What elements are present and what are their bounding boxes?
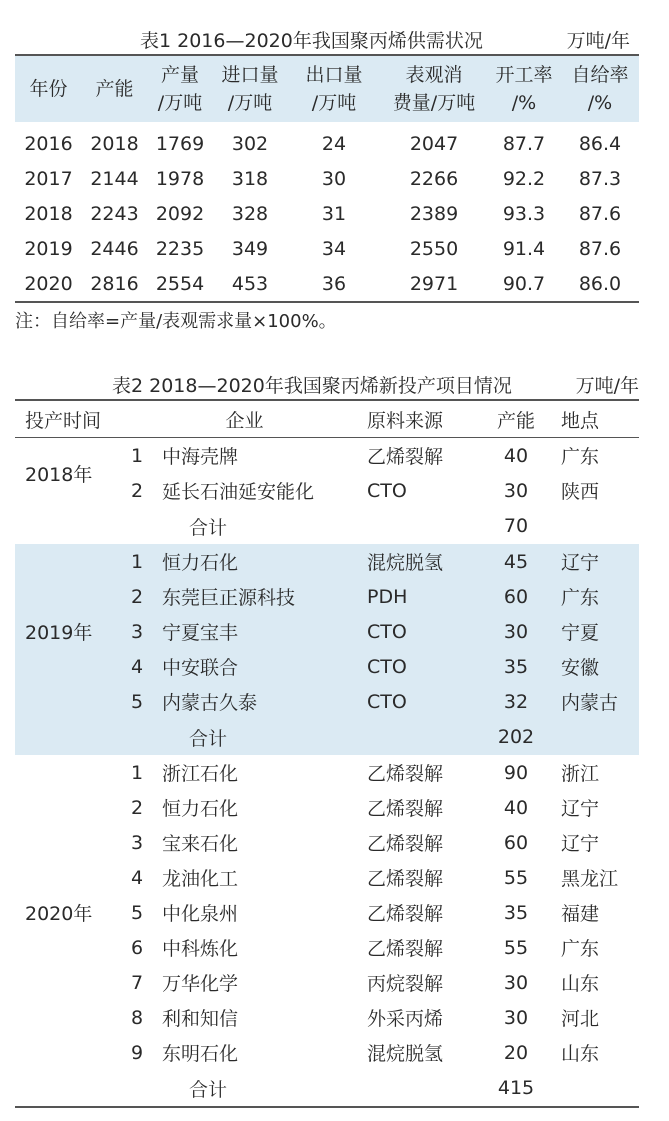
table2-header-row xyxy=(15,400,639,438)
header-operating-rate: 开工率 /% xyxy=(495,64,553,114)
table1-title: 表1 2016—2020年我国聚丙烯供需状况 xyxy=(140,30,483,52)
feedstock: 乙烯裂解 xyxy=(367,833,444,855)
header-enterprise: 企业 xyxy=(225,409,264,432)
enterprise: 恒力石化 xyxy=(162,798,239,820)
feedstock: 乙烯裂解 xyxy=(367,938,444,960)
spacer xyxy=(15,508,112,544)
table1-caption-row xyxy=(140,26,630,56)
feedstock: 混烷脱氢 xyxy=(367,1043,444,1065)
cell: 2017 xyxy=(24,167,73,190)
table-row xyxy=(15,544,639,579)
row-index: 8 xyxy=(130,1006,144,1029)
total-label: 合计 xyxy=(189,516,228,539)
enterprise: 中科炼化 xyxy=(162,938,239,960)
row-index: 3 xyxy=(130,831,144,854)
table-row xyxy=(15,196,639,231)
total-value: 415 xyxy=(497,1077,535,1099)
capacity: 90 xyxy=(503,761,529,784)
row-index: 7 xyxy=(130,971,144,994)
capacity: 60 xyxy=(503,585,529,608)
cell: 2092 xyxy=(155,202,205,225)
header-commission-time: 投产时间 xyxy=(25,409,102,432)
location: 辽宁 xyxy=(561,798,600,820)
cell: 30 xyxy=(321,167,347,190)
cell: 86.0 xyxy=(578,272,622,295)
cell: 91.4 xyxy=(502,237,546,260)
header-apparent-consumption: 表观消 费量/万吨 xyxy=(392,64,476,114)
cell: 328 xyxy=(231,202,269,225)
cell: 86.4 xyxy=(578,132,622,155)
location: 安徽 xyxy=(561,657,600,679)
spacer xyxy=(112,719,162,755)
feedstock: 外采丙烯 xyxy=(367,1008,444,1030)
spacer xyxy=(367,719,485,755)
capacity: 40 xyxy=(503,444,529,467)
group-2020 xyxy=(15,755,639,1107)
row-index: 9 xyxy=(130,1041,144,1064)
enterprise: 东莞巨正源科技 xyxy=(162,587,296,609)
row-index: 5 xyxy=(130,901,144,924)
capacity: 55 xyxy=(503,866,529,889)
table-row xyxy=(15,266,639,302)
row-index: 5 xyxy=(130,690,144,713)
spacer xyxy=(547,1070,639,1107)
cell: 2018 xyxy=(24,202,73,225)
group-2018 xyxy=(15,438,639,545)
total-value: 202 xyxy=(497,726,535,748)
cell: 349 xyxy=(231,237,269,260)
feedstock: 乙烯裂解 xyxy=(367,868,444,890)
spacer xyxy=(15,719,112,755)
cell: 2446 xyxy=(90,237,139,260)
spacer xyxy=(112,508,162,544)
cell: 302 xyxy=(231,132,269,155)
capacity: 30 xyxy=(503,971,529,994)
header-location: 地点 xyxy=(561,409,600,432)
location: 辽宁 xyxy=(561,833,600,855)
capacity: 55 xyxy=(503,936,529,959)
group-year: 2020年 xyxy=(25,903,93,925)
feedstock: 乙烯裂解 xyxy=(367,763,444,785)
cell: 2019 xyxy=(24,237,73,260)
total-row xyxy=(15,1070,639,1107)
total-label: 合计 xyxy=(189,1078,228,1101)
enterprise: 利和知信 xyxy=(162,1008,239,1030)
location: 河北 xyxy=(561,1008,600,1030)
enterprise: 延长石油延安能化 xyxy=(162,481,315,503)
location: 广东 xyxy=(561,938,600,960)
cell: 453 xyxy=(231,272,269,295)
row-index: 1 xyxy=(130,550,144,573)
row-index: 2 xyxy=(130,585,144,608)
table-row xyxy=(15,161,639,196)
enterprise: 中安联合 xyxy=(162,657,239,679)
group-year: 2018年 xyxy=(25,463,93,486)
enterprise: 中化泉州 xyxy=(162,903,239,925)
cell: 90.7 xyxy=(502,272,546,295)
enterprise: 万华化学 xyxy=(162,973,239,995)
enterprise: 内蒙古久泰 xyxy=(162,692,258,714)
table-row xyxy=(15,231,639,266)
spacer xyxy=(367,1070,485,1107)
total-row xyxy=(15,719,639,755)
location: 福建 xyxy=(561,903,600,925)
cell: 2235 xyxy=(155,237,205,260)
capacity: 35 xyxy=(503,655,529,678)
capacity: 60 xyxy=(503,831,529,854)
cell: 24 xyxy=(321,132,347,155)
header-export: 出口量 /万吨 xyxy=(305,64,363,114)
location: 辽宁 xyxy=(561,552,600,574)
header-import: 进口量 /万吨 xyxy=(221,64,279,114)
cell: 93.3 xyxy=(502,202,546,225)
feedstock: CTO xyxy=(367,479,407,502)
location: 黑龙江 xyxy=(561,868,619,890)
enterprise: 宝来石化 xyxy=(162,833,239,855)
capacity: 40 xyxy=(503,796,529,819)
feedstock: CTO xyxy=(367,620,407,643)
header-self-sufficiency: 自给率 /% xyxy=(571,64,629,114)
cell: 87.3 xyxy=(578,167,622,190)
header-capacity: 产能 xyxy=(496,409,535,432)
feedstock: CTO xyxy=(367,690,407,713)
cell: 34 xyxy=(321,237,347,260)
table-row xyxy=(15,755,639,790)
location: 山东 xyxy=(561,973,600,995)
group-year: 2019年 xyxy=(25,622,93,644)
spacer xyxy=(367,508,485,544)
spacer xyxy=(112,1070,162,1107)
table-row xyxy=(15,122,639,161)
cell: 92.2 xyxy=(502,167,546,190)
spacer xyxy=(547,719,639,755)
row-index: 2 xyxy=(130,479,144,502)
feedstock: PDH xyxy=(367,585,408,608)
location: 广东 xyxy=(561,587,600,609)
enterprise: 宁夏宝丰 xyxy=(162,622,239,644)
header-feedstock: 原料来源 xyxy=(367,409,444,432)
cell: 36 xyxy=(321,272,347,295)
capacity: 35 xyxy=(503,901,529,924)
cell: 2020 xyxy=(24,272,73,295)
cell: 2971 xyxy=(409,272,459,295)
row-index: 6 xyxy=(130,936,144,959)
group-2019 xyxy=(15,544,639,755)
cell: 2016 xyxy=(24,132,73,155)
cell: 2816 xyxy=(90,272,139,295)
enterprise: 浙江石化 xyxy=(162,763,239,785)
cell: 2144 xyxy=(90,167,139,190)
feedstock: 乙烯裂解 xyxy=(367,446,444,468)
cell: 87.6 xyxy=(578,202,622,225)
row-index: 4 xyxy=(130,655,144,678)
cell: 2047 xyxy=(409,132,459,155)
total-row xyxy=(15,508,639,544)
enterprise: 恒力石化 xyxy=(162,552,239,574)
capacity: 30 xyxy=(503,620,529,643)
enterprise: 中海壳牌 xyxy=(162,446,239,468)
row-index: 4 xyxy=(130,866,144,889)
location: 宁夏 xyxy=(561,622,600,644)
cell: 2266 xyxy=(409,167,459,190)
location: 广东 xyxy=(561,446,600,468)
feedstock: 乙烯裂解 xyxy=(367,798,444,820)
capacity: 20 xyxy=(503,1041,529,1064)
new-projects-table xyxy=(15,399,639,1108)
row-index: 2 xyxy=(130,796,144,819)
row-index: 3 xyxy=(130,620,144,643)
header-year: 年份 xyxy=(29,78,68,100)
total-value: 70 xyxy=(503,515,529,537)
total-label: 合计 xyxy=(189,727,228,750)
capacity: 30 xyxy=(503,1006,529,1029)
table1-header-row xyxy=(15,55,639,122)
table1-note: 注：自给率=产量/表观需求量×100%。 xyxy=(15,311,337,332)
header-output: 产量 /万吨 xyxy=(157,64,203,114)
spacer xyxy=(547,508,639,544)
table2-title: 表2 2018—2020年我国聚丙烯新投产项目情况 xyxy=(112,375,512,397)
table2-unit: 万吨/年 xyxy=(575,375,639,397)
header-index-spacer xyxy=(112,400,162,438)
table1-unit: 万吨/年 xyxy=(566,30,630,52)
table-row xyxy=(15,438,639,474)
cell: 87.7 xyxy=(502,132,546,155)
feedstock: 乙烯裂解 xyxy=(367,903,444,925)
cell: 2554 xyxy=(155,272,205,295)
cell: 31 xyxy=(321,202,347,225)
cell: 1769 xyxy=(155,132,205,155)
row-index: 1 xyxy=(130,444,144,467)
location: 山东 xyxy=(561,1043,600,1065)
enterprise: 东明石化 xyxy=(162,1043,239,1065)
table2-caption-row xyxy=(112,371,639,401)
cell: 2018 xyxy=(90,132,139,155)
spacer xyxy=(15,1070,112,1107)
header-capacity: 产能 xyxy=(95,78,134,100)
location: 内蒙古 xyxy=(561,692,619,714)
location: 陕西 xyxy=(561,481,600,503)
cell: 2550 xyxy=(409,237,459,260)
cell: 318 xyxy=(231,167,269,190)
row-index: 1 xyxy=(130,761,144,784)
cell: 2389 xyxy=(409,202,459,225)
capacity: 45 xyxy=(503,550,529,573)
cell: 1978 xyxy=(155,167,205,190)
cell: 2243 xyxy=(90,202,139,225)
feedstock: 混烷脱氢 xyxy=(367,552,444,574)
supply-demand-table xyxy=(15,54,639,303)
capacity: 32 xyxy=(503,690,529,713)
enterprise: 龙油化工 xyxy=(162,868,239,890)
location: 浙江 xyxy=(561,763,600,785)
cell: 87.6 xyxy=(578,237,622,260)
feedstock: 丙烷裂解 xyxy=(367,973,444,995)
capacity: 30 xyxy=(503,479,529,502)
feedstock: CTO xyxy=(367,655,407,678)
